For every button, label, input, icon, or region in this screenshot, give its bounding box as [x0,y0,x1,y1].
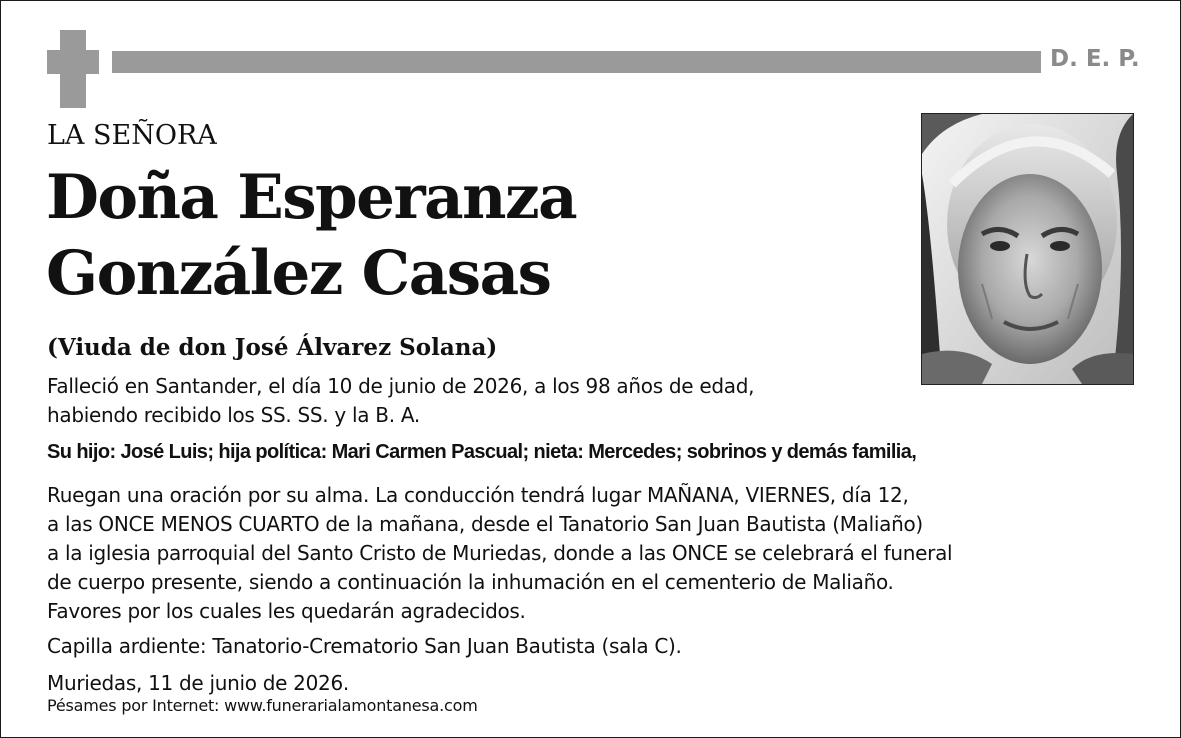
funeral-line: Ruegan una oración por su alma. La conducción tendrá lugar MAÑANA, VIERNES, día 12, [47,483,909,507]
place-date-line: Muriedas, 11 de junio de 2026. [47,671,349,695]
deceased-name-line2: González Casas [46,238,551,309]
deceased-portrait-photo [921,113,1134,385]
cross-icon-arm [47,50,99,74]
deceased-name [46,160,576,312]
funeral-line: de cuerpo presente, siendo a continuación la inhumación en el cementerio de Maliaño. [47,570,894,594]
place-date [47,669,349,698]
portrait-drawing [922,114,1133,384]
death-line: habiendo recibido los SS. SS. y la B. A. [47,403,420,427]
funeral-line: a la iglesia parroquial del Santo Cristo de Muriedas, donde a las ONCE se celebrará el funeral [47,541,953,565]
title-prefix: LA SEÑORA [47,120,217,151]
death-notice [47,372,754,430]
widow-of: (Viuda de don José Álvarez Solana) [47,334,498,361]
death-line: Falleció en Santander, el día 10 de junio de 2026, a los 98 años de edad, [47,374,755,398]
deceased-name-line1: Doña Esperanza [46,162,577,233]
funeral-line: a las ONCE MENOS CUARTO de la mañana, desde el Tanatorio San Juan Bautista (Maliaño) [47,512,923,536]
header-divider-bar [112,51,1041,73]
chapel-info [47,632,682,661]
family-list: Su hijo: José Luis; hija política: Mari Carmen Pascual; nieta: Mercedes; sobrinos y demás familia, [47,441,917,463]
dep-label: D. E. P. [1050,46,1140,72]
funeral-line: Favores por los cuales les quedarán agradecidos. [47,599,526,623]
chapel-line: Capilla ardiente: Tanatorio-Crematorio San Juan Bautista (sala C). [47,634,682,658]
funeral-details [47,481,952,626]
condolences-web: Pésames por Internet: www.funerarialamontanesa.com [47,696,478,715]
